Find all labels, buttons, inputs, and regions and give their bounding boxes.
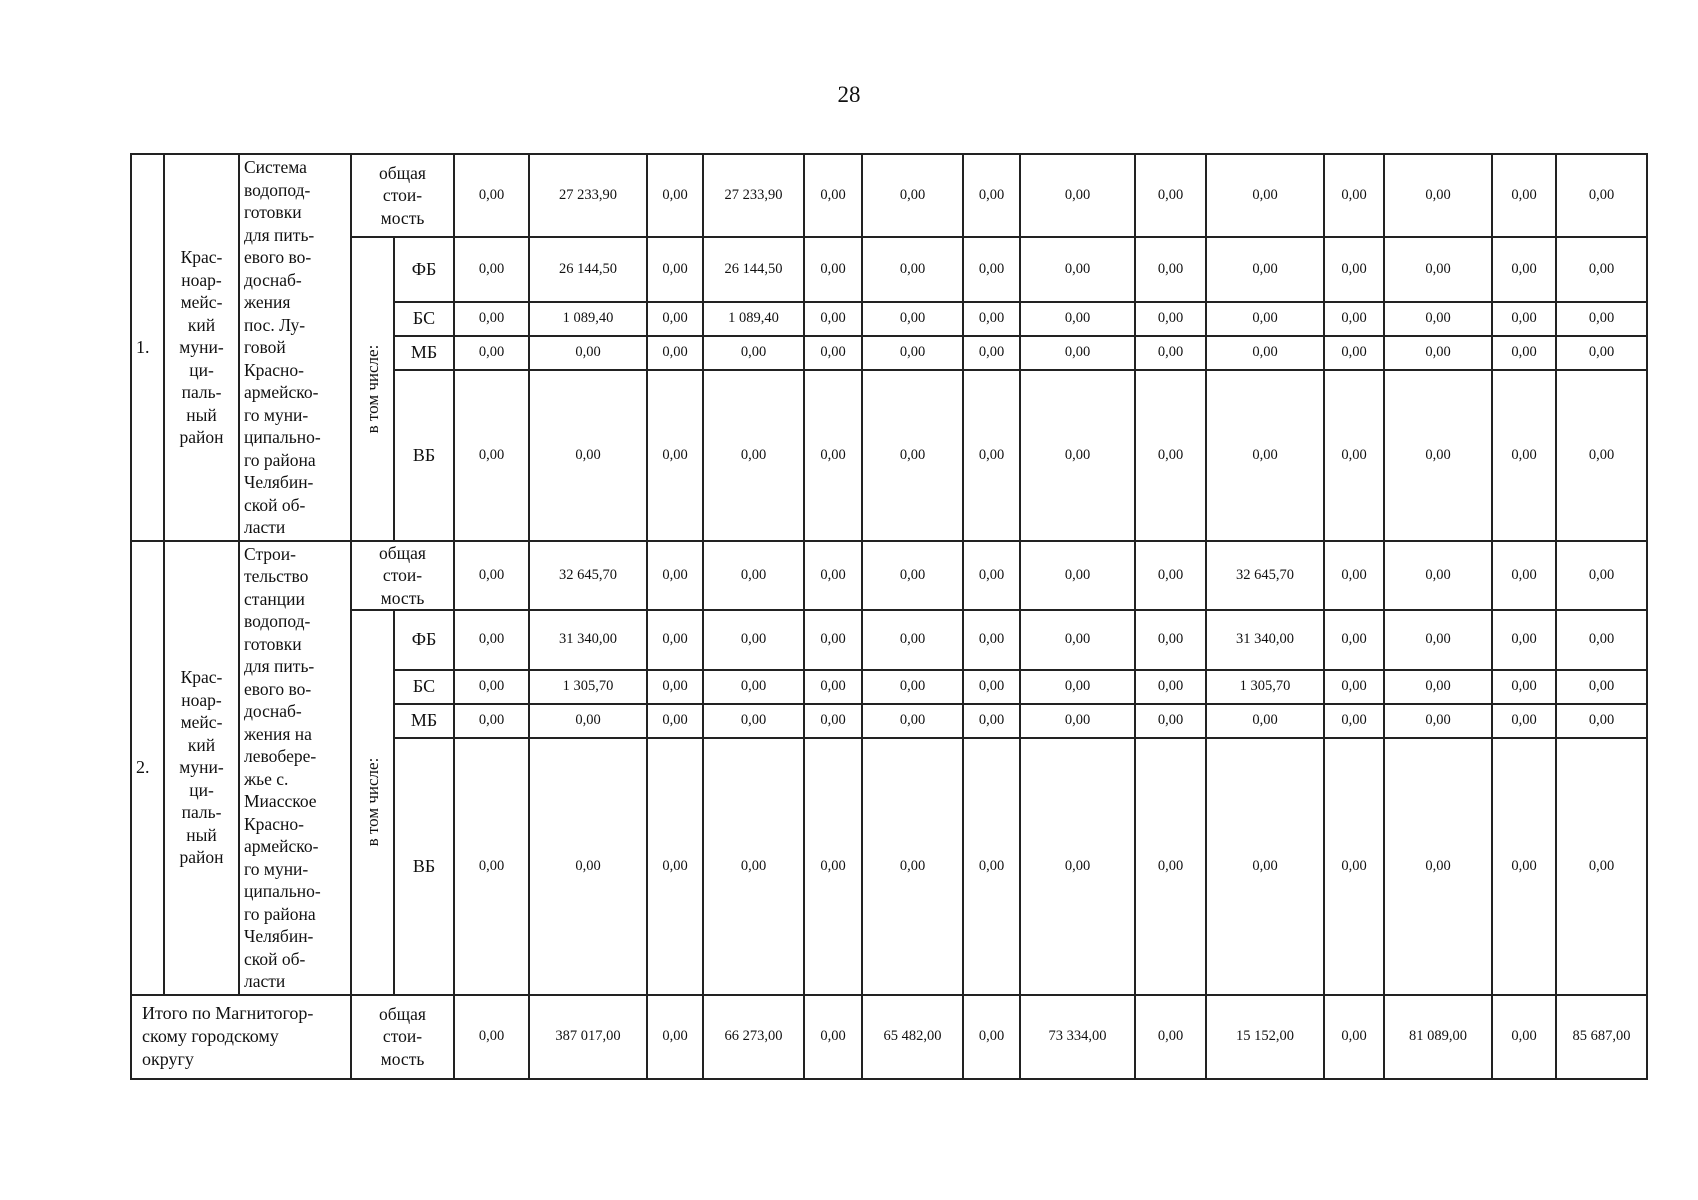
- value-cell: 0,00: [804, 336, 862, 370]
- page-number: 28: [837, 82, 861, 107]
- value-cell: 0,00: [647, 738, 703, 995]
- value-cell: 0,00: [1324, 370, 1384, 541]
- value-cell: 0,00: [1384, 302, 1492, 336]
- value-cell: 0,00: [454, 154, 529, 237]
- budget-table: [130, 153, 1648, 1080]
- value-cell: 0,00: [529, 336, 647, 370]
- value-cell: 0,00: [804, 738, 862, 995]
- value-cell: 15 152,00: [1206, 995, 1324, 1079]
- object-name: Система водопод- готовки для пить- евого во- доснаб- жения пос. Лу- говой Красно- армейско- го муни- ципально- го района Челябин- ской об- ласти: [239, 154, 351, 541]
- value-cell: 26 144,50: [529, 237, 647, 302]
- value-cell: 0,00: [454, 237, 529, 302]
- value-cell: 0,00: [703, 610, 804, 670]
- value-cell: 0,00: [963, 704, 1020, 738]
- value-cell: 0,00: [1492, 154, 1556, 237]
- value-cell: 31 340,00: [529, 610, 647, 670]
- value-cell: 65 482,00: [862, 995, 963, 1079]
- value-cell: 0,00: [963, 995, 1020, 1079]
- value-cell: 0,00: [1324, 610, 1384, 670]
- value-cell: 0,00: [1556, 370, 1647, 541]
- project-row-total: [131, 541, 1647, 611]
- value-cell: 0,00: [1384, 336, 1492, 370]
- value-cell: 0,00: [1384, 154, 1492, 237]
- value-cell: 0,00: [1135, 704, 1206, 738]
- value-cell: 0,00: [647, 154, 703, 237]
- value-cell: 0,00: [1324, 704, 1384, 738]
- value-cell: 0,00: [1020, 336, 1135, 370]
- value-cell: 0,00: [1492, 704, 1556, 738]
- value-cell: 0,00: [1135, 370, 1206, 541]
- value-cell: 0,00: [804, 670, 862, 704]
- value-cell: 0,00: [963, 154, 1020, 237]
- value-cell: 1 089,40: [529, 302, 647, 336]
- value-cell: 0,00: [1020, 302, 1135, 336]
- value-cell: 0,00: [1206, 370, 1324, 541]
- source-label: МБ: [394, 704, 454, 738]
- value-cell: 0,00: [1492, 237, 1556, 302]
- value-cell: 0,00: [1324, 995, 1384, 1079]
- value-cell: 0,00: [1492, 738, 1556, 995]
- value-cell: 0,00: [862, 302, 963, 336]
- value-cell: 0,00: [1135, 336, 1206, 370]
- value-cell: 0,00: [1135, 237, 1206, 302]
- value-cell: 0,00: [1135, 541, 1206, 611]
- value-cell: 0,00: [804, 154, 862, 237]
- value-cell: 27 233,90: [529, 154, 647, 237]
- value-cell: 0,00: [862, 541, 963, 611]
- value-cell: 0,00: [1492, 541, 1556, 611]
- value-cell: 0,00: [1020, 670, 1135, 704]
- value-cell: 0,00: [862, 704, 963, 738]
- value-cell: 0,00: [703, 670, 804, 704]
- value-cell: 0,00: [963, 336, 1020, 370]
- value-cell: 0,00: [454, 336, 529, 370]
- value-cell: 0,00: [1324, 302, 1384, 336]
- value-cell: 0,00: [1492, 302, 1556, 336]
- value-cell: 0,00: [1020, 154, 1135, 237]
- value-cell: 0,00: [862, 336, 963, 370]
- value-cell: 0,00: [1384, 704, 1492, 738]
- including-label-text: в том числе:: [362, 344, 382, 434]
- value-cell: 81 089,00: [1384, 995, 1492, 1079]
- source-label: ВБ: [394, 370, 454, 541]
- value-cell: 0,00: [1020, 237, 1135, 302]
- value-cell: 0,00: [1020, 370, 1135, 541]
- value-cell: 26 144,50: [703, 237, 804, 302]
- value-cell: 0,00: [454, 670, 529, 704]
- value-cell: 0,00: [1324, 670, 1384, 704]
- value-cell: 0,00: [1135, 670, 1206, 704]
- value-cell: 0,00: [454, 610, 529, 670]
- value-cell: 0,00: [1206, 154, 1324, 237]
- value-cell: 0,00: [1020, 738, 1135, 995]
- value-cell: 0,00: [454, 704, 529, 738]
- value-cell: 0,00: [529, 370, 647, 541]
- value-cell: 0,00: [862, 237, 963, 302]
- value-cell: 0,00: [804, 302, 862, 336]
- value-cell: 0,00: [1492, 370, 1556, 541]
- total-label: Итого по Магнитогор- скому городскому округу: [131, 995, 351, 1079]
- object-name: Строи- тельство станции водопод- готовки для пить- евого во- доснаб- жения на левобере- жье с. Миасское Красно- армейско- го муни- ципально- го района Челябин- ской об- ласти: [239, 541, 351, 995]
- value-cell: 0,00: [1384, 237, 1492, 302]
- value-cell: 0,00: [804, 370, 862, 541]
- row-number: 2.: [131, 541, 164, 995]
- value-cell: 0,00: [1135, 154, 1206, 237]
- value-cell: 27 233,90: [703, 154, 804, 237]
- value-cell: 0,00: [1384, 370, 1492, 541]
- value-cell: 0,00: [1492, 995, 1556, 1079]
- value-cell: 0,00: [1492, 610, 1556, 670]
- value-cell: 0,00: [454, 370, 529, 541]
- value-cell: 0,00: [804, 995, 862, 1079]
- value-cell: 0,00: [963, 670, 1020, 704]
- cost-label: общая стои- мость: [351, 154, 454, 237]
- value-cell: 0,00: [963, 302, 1020, 336]
- district-name: Крас- ноар- мейс- кий муни- ци- паль- ный район: [164, 541, 239, 995]
- value-cell: 0,00: [1020, 704, 1135, 738]
- cost-label: общая стои- мость: [351, 995, 454, 1079]
- value-cell: 0,00: [1384, 670, 1492, 704]
- value-cell: 0,00: [1556, 237, 1647, 302]
- value-cell: 0,00: [1556, 336, 1647, 370]
- value-cell: 0,00: [1135, 610, 1206, 670]
- value-cell: 0,00: [1556, 610, 1647, 670]
- value-cell: 0,00: [1556, 738, 1647, 995]
- value-cell: 0,00: [454, 738, 529, 995]
- value-cell: 0,00: [1206, 738, 1324, 995]
- value-cell: 0,00: [1324, 336, 1384, 370]
- value-cell: 0,00: [1206, 704, 1324, 738]
- value-cell: 0,00: [1206, 336, 1324, 370]
- value-cell: 73 334,00: [1020, 995, 1135, 1079]
- value-cell: 0,00: [804, 610, 862, 670]
- value-cell: 0,00: [1324, 738, 1384, 995]
- value-cell: 0,00: [804, 541, 862, 611]
- value-cell: 1 089,40: [703, 302, 804, 336]
- value-cell: 0,00: [862, 670, 963, 704]
- value-cell: 0,00: [454, 995, 529, 1079]
- value-cell: 0,00: [1135, 995, 1206, 1079]
- value-cell: 0,00: [703, 738, 804, 995]
- value-cell: 0,00: [647, 704, 703, 738]
- value-cell: 0,00: [862, 610, 963, 670]
- value-cell: 0,00: [1324, 237, 1384, 302]
- value-cell: 0,00: [703, 541, 804, 611]
- value-cell: 31 340,00: [1206, 610, 1324, 670]
- value-cell: 0,00: [1556, 704, 1647, 738]
- source-label: БС: [394, 670, 454, 704]
- value-cell: 0,00: [1556, 670, 1647, 704]
- value-cell: 0,00: [1384, 541, 1492, 611]
- value-cell: 0,00: [454, 541, 529, 611]
- source-row: [131, 610, 1647, 670]
- district-name: Крас- ноар- мейс- кий муни- ци- паль- ный район: [164, 154, 239, 541]
- value-cell: 0,00: [647, 541, 703, 611]
- value-cell: 0,00: [1492, 336, 1556, 370]
- value-cell: 0,00: [804, 237, 862, 302]
- total-row: [131, 995, 1647, 1079]
- value-cell: 0,00: [647, 302, 703, 336]
- value-cell: 0,00: [963, 738, 1020, 995]
- source-row: [131, 237, 1647, 302]
- value-cell: 0,00: [963, 237, 1020, 302]
- including-label: [351, 610, 394, 995]
- value-cell: 0,00: [703, 370, 804, 541]
- source-label: БС: [394, 302, 454, 336]
- value-cell: 0,00: [1206, 302, 1324, 336]
- source-label: ФБ: [394, 610, 454, 670]
- value-cell: 0,00: [647, 237, 703, 302]
- value-cell: 0,00: [804, 704, 862, 738]
- value-cell: 0,00: [1020, 541, 1135, 611]
- row-number: 1.: [131, 154, 164, 541]
- value-cell: 85 687,00: [1556, 995, 1647, 1079]
- value-cell: 0,00: [862, 370, 963, 541]
- value-cell: 66 273,00: [703, 995, 804, 1079]
- value-cell: 0,00: [1384, 738, 1492, 995]
- value-cell: 0,00: [1206, 237, 1324, 302]
- value-cell: 0,00: [647, 370, 703, 541]
- value-cell: 0,00: [1384, 610, 1492, 670]
- value-cell: 0,00: [1135, 302, 1206, 336]
- value-cell: 0,00: [647, 995, 703, 1079]
- value-cell: 0,00: [454, 302, 529, 336]
- value-cell: 1 305,70: [1206, 670, 1324, 704]
- source-label: МБ: [394, 336, 454, 370]
- value-cell: 0,00: [862, 738, 963, 995]
- value-cell: 0,00: [1556, 154, 1647, 237]
- value-cell: 0,00: [1324, 541, 1384, 611]
- cost-label: общая стои- мость: [351, 541, 454, 611]
- value-cell: 0,00: [1492, 670, 1556, 704]
- value-cell: 32 645,70: [529, 541, 647, 611]
- source-label: ВБ: [394, 738, 454, 995]
- value-cell: 0,00: [963, 370, 1020, 541]
- value-cell: 0,00: [1020, 610, 1135, 670]
- value-cell: 0,00: [963, 541, 1020, 611]
- value-cell: 0,00: [1324, 154, 1384, 237]
- value-cell: 0,00: [703, 704, 804, 738]
- value-cell: 0,00: [1556, 541, 1647, 611]
- value-cell: 0,00: [963, 610, 1020, 670]
- value-cell: 0,00: [1556, 302, 1647, 336]
- value-cell: 0,00: [529, 738, 647, 995]
- value-cell: 0,00: [647, 670, 703, 704]
- project-row-total: [131, 154, 1647, 237]
- value-cell: 0,00: [529, 704, 647, 738]
- including-label-text: в том числе:: [362, 757, 382, 847]
- including-label: [351, 237, 394, 541]
- value-cell: 387 017,00: [529, 995, 647, 1079]
- value-cell: 0,00: [1135, 738, 1206, 995]
- value-cell: 0,00: [647, 610, 703, 670]
- value-cell: 32 645,70: [1206, 541, 1324, 611]
- value-cell: 0,00: [647, 336, 703, 370]
- value-cell: 0,00: [703, 336, 804, 370]
- value-cell: 1 305,70: [529, 670, 647, 704]
- value-cell: 0,00: [862, 154, 963, 237]
- source-label: ФБ: [394, 237, 454, 302]
